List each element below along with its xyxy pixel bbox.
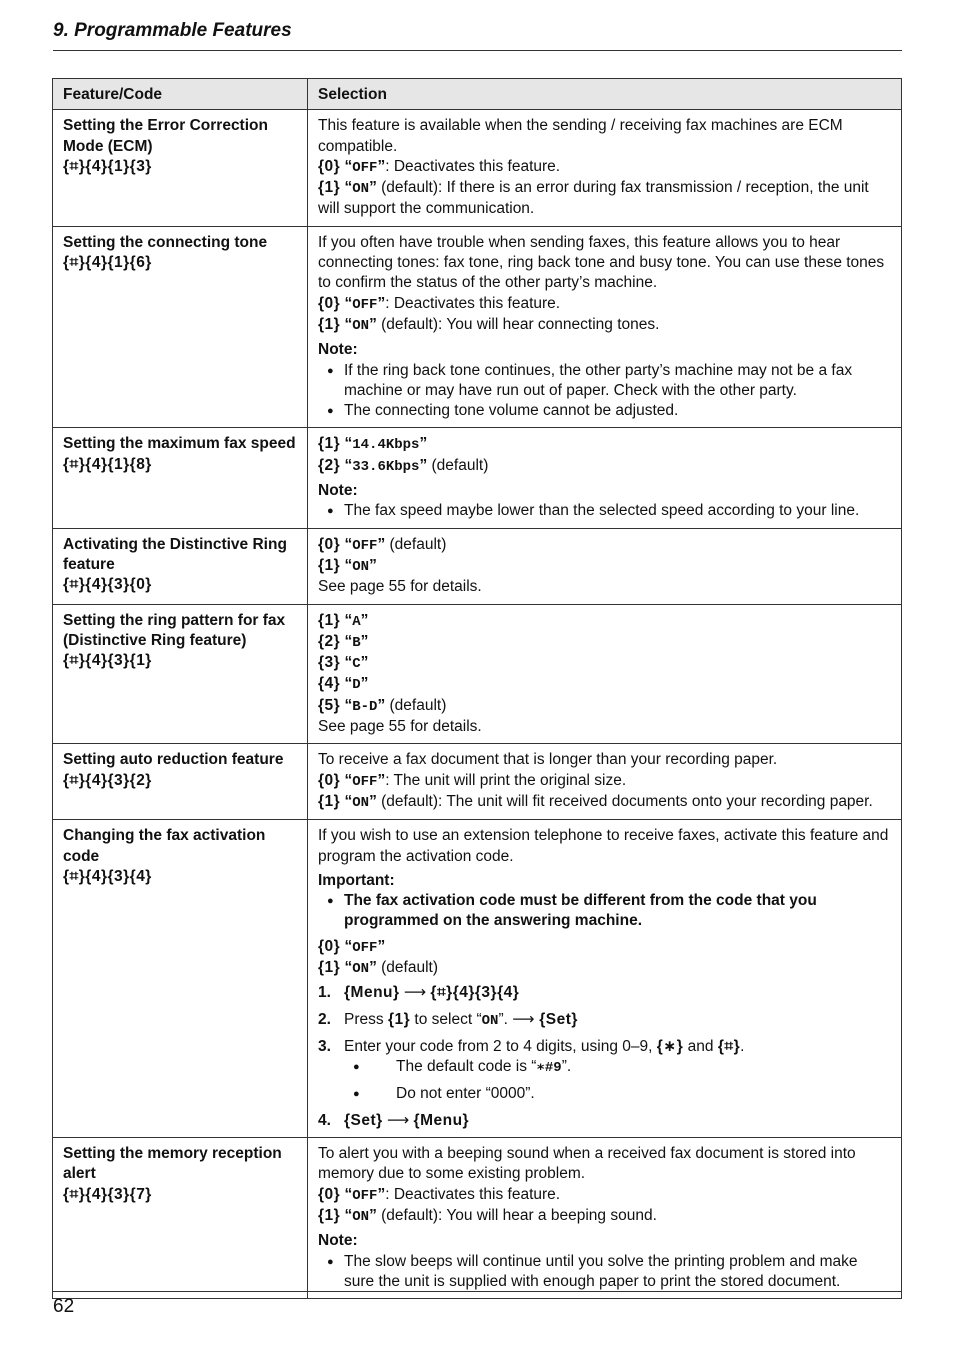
option-line: {0} “OFF”: Deactivates this feature. [318,294,561,313]
selection-cell [308,744,902,820]
feature-cell [53,820,308,1138]
table-row [53,1138,902,1299]
option-value: ON [352,558,370,575]
hash-key: {⌗} [717,1037,741,1055]
feature-description: To alert you with a beeping sound when a received fax document is stored into memory due to some existing problem. [318,1145,856,1183]
option-description: (default): The unit will fit received documents onto your recording paper. [376,792,873,810]
option-value: OFF [352,773,378,790]
note-label: Note: [318,1232,358,1250]
option-value: OFF [352,296,378,313]
option-description: : Deactivates this feature. [385,1185,561,1203]
table-row [53,820,902,1138]
arrow-icon: ⟶ [387,1111,410,1129]
selection-cell [308,428,902,528]
option-line: {0} “OFF” (default) [318,535,447,554]
step-number: 3. [318,1037,331,1055]
set-key: {Set} [344,1111,383,1129]
note-list [318,501,891,521]
feature-code: {⌗}{4}{3}{7} [63,1185,152,1203]
option-value: A [352,613,361,630]
feature-description: If you often have trouble when sending faxes, this feature allows you to hear connecting tones: fax tone, ring back tone and busy tone. You can use these tones to confirm the status of the other party’s machine. [318,233,885,292]
feature-code: {⌗}{4}{3}{2} [63,771,152,789]
note-item: ● The fax speed maybe lower than the selected speed according to your line. [344,501,891,521]
selection-cell [308,1138,902,1299]
steps-list [318,983,891,1131]
feature-cell [53,428,308,528]
option-key: {1} [318,1206,341,1224]
option-line: {2} “33.6Kbps” (default) [318,456,489,475]
option-key: {0} [318,157,341,175]
feature-code: {⌗}{4}{1}{3} [63,157,152,175]
option-key: {1} [318,958,341,976]
feature-code: {⌗}{4}{3}{1} [63,652,152,670]
feature-name: Setting the maximum fax speed [63,435,296,453]
option-description: (default): You will hear connecting tones. [376,315,660,333]
feature-cell [53,110,308,226]
option-line: {3} “C” [318,654,369,673]
column-header-feature: Feature/Code [53,79,308,110]
option-key: {0} [318,294,341,312]
table-row [53,744,902,820]
step-item [318,983,891,1003]
option-value: 33.6Kbps [352,458,420,475]
option-description: (default) [385,535,447,553]
section-title: 9. Programmable Features [53,20,292,41]
option-key: {3} [318,654,341,672]
feature-name: Setting the connecting tone [63,233,268,251]
option-key: {1} [318,435,341,453]
feature-description: To receive a fax document that is longer than your recording paper. [318,751,778,769]
option-key: {0} [318,535,341,553]
sub-text: The default code is “ [396,1058,537,1076]
table-row [53,528,902,604]
note-list [318,361,891,422]
option-value: OFF [352,537,378,554]
option-line: {1} “14.4Kbps” [318,435,428,454]
page-footer [53,1291,902,1318]
option-value: B-D [352,698,378,715]
step-item [318,1010,891,1031]
note-list [318,1252,891,1293]
option-line: {1} “ON” (default) [318,958,438,977]
important-item: ● The fax activation code must be different from the code that you programmed on the answering machine. [344,891,891,932]
option-key: {1} [318,556,341,574]
selection-cell [308,820,902,1138]
option-value: ON [352,317,370,334]
table-row [53,226,902,428]
feature-cell [53,1138,308,1299]
menu-key: {Menu} [344,984,400,1002]
option-description: (default): You will hear a beeping sound. [376,1206,657,1224]
default-code: ∗#9 [536,1060,562,1077]
step-sublist [344,1057,891,1105]
option-line: {1} “A” [318,611,369,630]
step-text: ”. [498,1010,513,1028]
option-value: OFF [352,1187,378,1204]
selection-cell [308,604,902,744]
option-line: {2} “B” [318,632,369,651]
page-header [53,20,902,51]
option-description: (default): If there is an error during fax transmission / reception, the unit will support the communication. [318,179,869,218]
option-value: ON [481,1012,499,1029]
option-description: (default) [427,456,489,474]
feature-description: If you wish to use an extension telephone to receive faxes, activate this feature and program the activation code. [318,827,889,865]
option-key: {1} [318,179,341,197]
step-number: 4. [318,1111,331,1129]
table-row [53,604,902,744]
selection-cell [308,528,902,604]
feature-name: Setting the ring pattern for fax (Distinctive Ring feature) [63,611,286,649]
option-value: ON [352,794,370,811]
feature-name: Activating the Distinctive Ring feature [63,535,287,573]
feature-name: Changing the fax activation code [63,827,266,865]
step-item [318,1111,891,1131]
feature-cell [53,604,308,744]
sub-item [370,1057,891,1078]
sub-text: ”. [561,1058,572,1076]
feature-cell [53,226,308,428]
option-key: {1} [318,611,341,629]
step-number: 1. [318,984,331,1002]
option-key: {0} [318,1185,341,1203]
step-text: Enter your code from 2 to 4 digits, using 0–9, [344,1037,657,1055]
note-item: ● If the ring back tone continues, the other party’s machine may not be a fax machine or may have run out of paper. Check with the other party. [344,361,891,402]
option-value: 14.4Kbps [352,437,420,454]
step-text: and [683,1037,718,1055]
page-reference: See page 55 for details. [318,578,482,596]
option-value: OFF [352,159,378,176]
feature-cell [53,528,308,604]
option-line: {0} “OFF”: Deactivates this feature. [318,157,561,176]
page-reference: See page 55 for details. [318,718,482,736]
option-key: {1} [387,1010,411,1028]
page-number: 62 [53,1296,75,1317]
feature-code: {⌗}{4}{3}{4} [63,867,152,885]
table-row [53,110,902,226]
option-key: {0} [318,771,341,789]
feature-description: This feature is available when the sending / receiving fax machines are ECM compatible. [318,117,843,155]
key-sequence: {⌗}{4}{3}{4} [430,984,520,1002]
option-key: {2} [318,456,341,474]
option-line: {1} “ON” (default): If there is an error during fax transmission / reception, the unit will support the communication. [318,179,869,218]
arrow-icon: ⟶ [512,1010,535,1028]
menu-key: {Menu} [413,1111,470,1129]
option-line: {1} “ON” (default): The unit will fit received documents onto your recording paper. [318,792,873,811]
option-value: C [352,656,361,673]
important-list [318,891,891,932]
important-label: Important: [318,871,395,889]
option-line: {0} “OFF” [318,937,386,956]
option-value: ON [352,960,370,977]
feature-code: {⌗}{4}{1}{8} [63,455,152,473]
note-label: Note: [318,482,358,500]
option-line: {5} “B-D” (default) [318,696,447,715]
option-line: {1} “ON” (default): You will hear connecting tones. [318,315,660,334]
option-value: ON [352,181,370,198]
option-key: {2} [318,632,341,650]
option-key: {4} [318,675,341,693]
option-line: {1} “ON” [318,556,377,575]
note-item: ● The slow beeps will continue until you solve the printing problem and make sure the unit is supplied with enough paper to print the stored document. [344,1252,891,1293]
step-text: . [740,1037,745,1055]
option-key: {5} [318,696,341,714]
feature-name: Setting the memory reception alert [63,1145,282,1183]
step-number: 2. [318,1010,331,1028]
option-line: {1} “ON” (default): You will hear a beeping sound. [318,1206,657,1225]
option-value: ON [352,1208,370,1225]
option-line: {0} “OFF”: The unit will print the original size. [318,771,627,790]
feature-name: Setting the Error Correction Mode (ECM) [63,117,268,155]
step-text: Press [344,1010,388,1028]
star-key: {∗} [656,1037,684,1055]
option-description: (default) [385,696,447,714]
option-line: {4} “D” [318,675,369,694]
option-key: {1} [318,792,341,810]
option-value: B [352,634,361,651]
option-value: OFF [352,939,378,956]
option-description: : Deactivates this feature. [385,157,561,175]
option-description: (default) [376,958,438,976]
table-header-row [53,79,902,110]
arrow-icon: ⟶ [403,984,427,1002]
option-key: {1} [318,315,341,333]
selection-cell [308,226,902,428]
option-value: D [352,677,361,694]
features-table [52,78,902,1299]
selection-cell [308,110,902,226]
set-key: {Set} [534,1010,578,1028]
step-text: to select “ [410,1010,482,1028]
table-row [53,428,902,528]
feature-code: {⌗}{4}{1}{6} [63,254,152,272]
option-description: : Deactivates this feature. [385,294,561,312]
column-header-selection: Selection [308,79,902,110]
option-description: : The unit will print the original size. [385,771,627,789]
option-key: {0} [318,937,341,955]
option-line: {0} “OFF”: Deactivates this feature. [318,1185,561,1204]
step-item [318,1037,891,1105]
feature-code: {⌗}{4}{3}{0} [63,576,152,594]
note-label: Note: [318,341,358,359]
feature-name: Setting auto reduction feature [63,751,284,769]
sub-item: ● Do not enter “0000”. [370,1084,891,1104]
feature-cell [53,744,308,820]
note-item: ● The connecting tone volume cannot be adjusted. [344,401,891,421]
